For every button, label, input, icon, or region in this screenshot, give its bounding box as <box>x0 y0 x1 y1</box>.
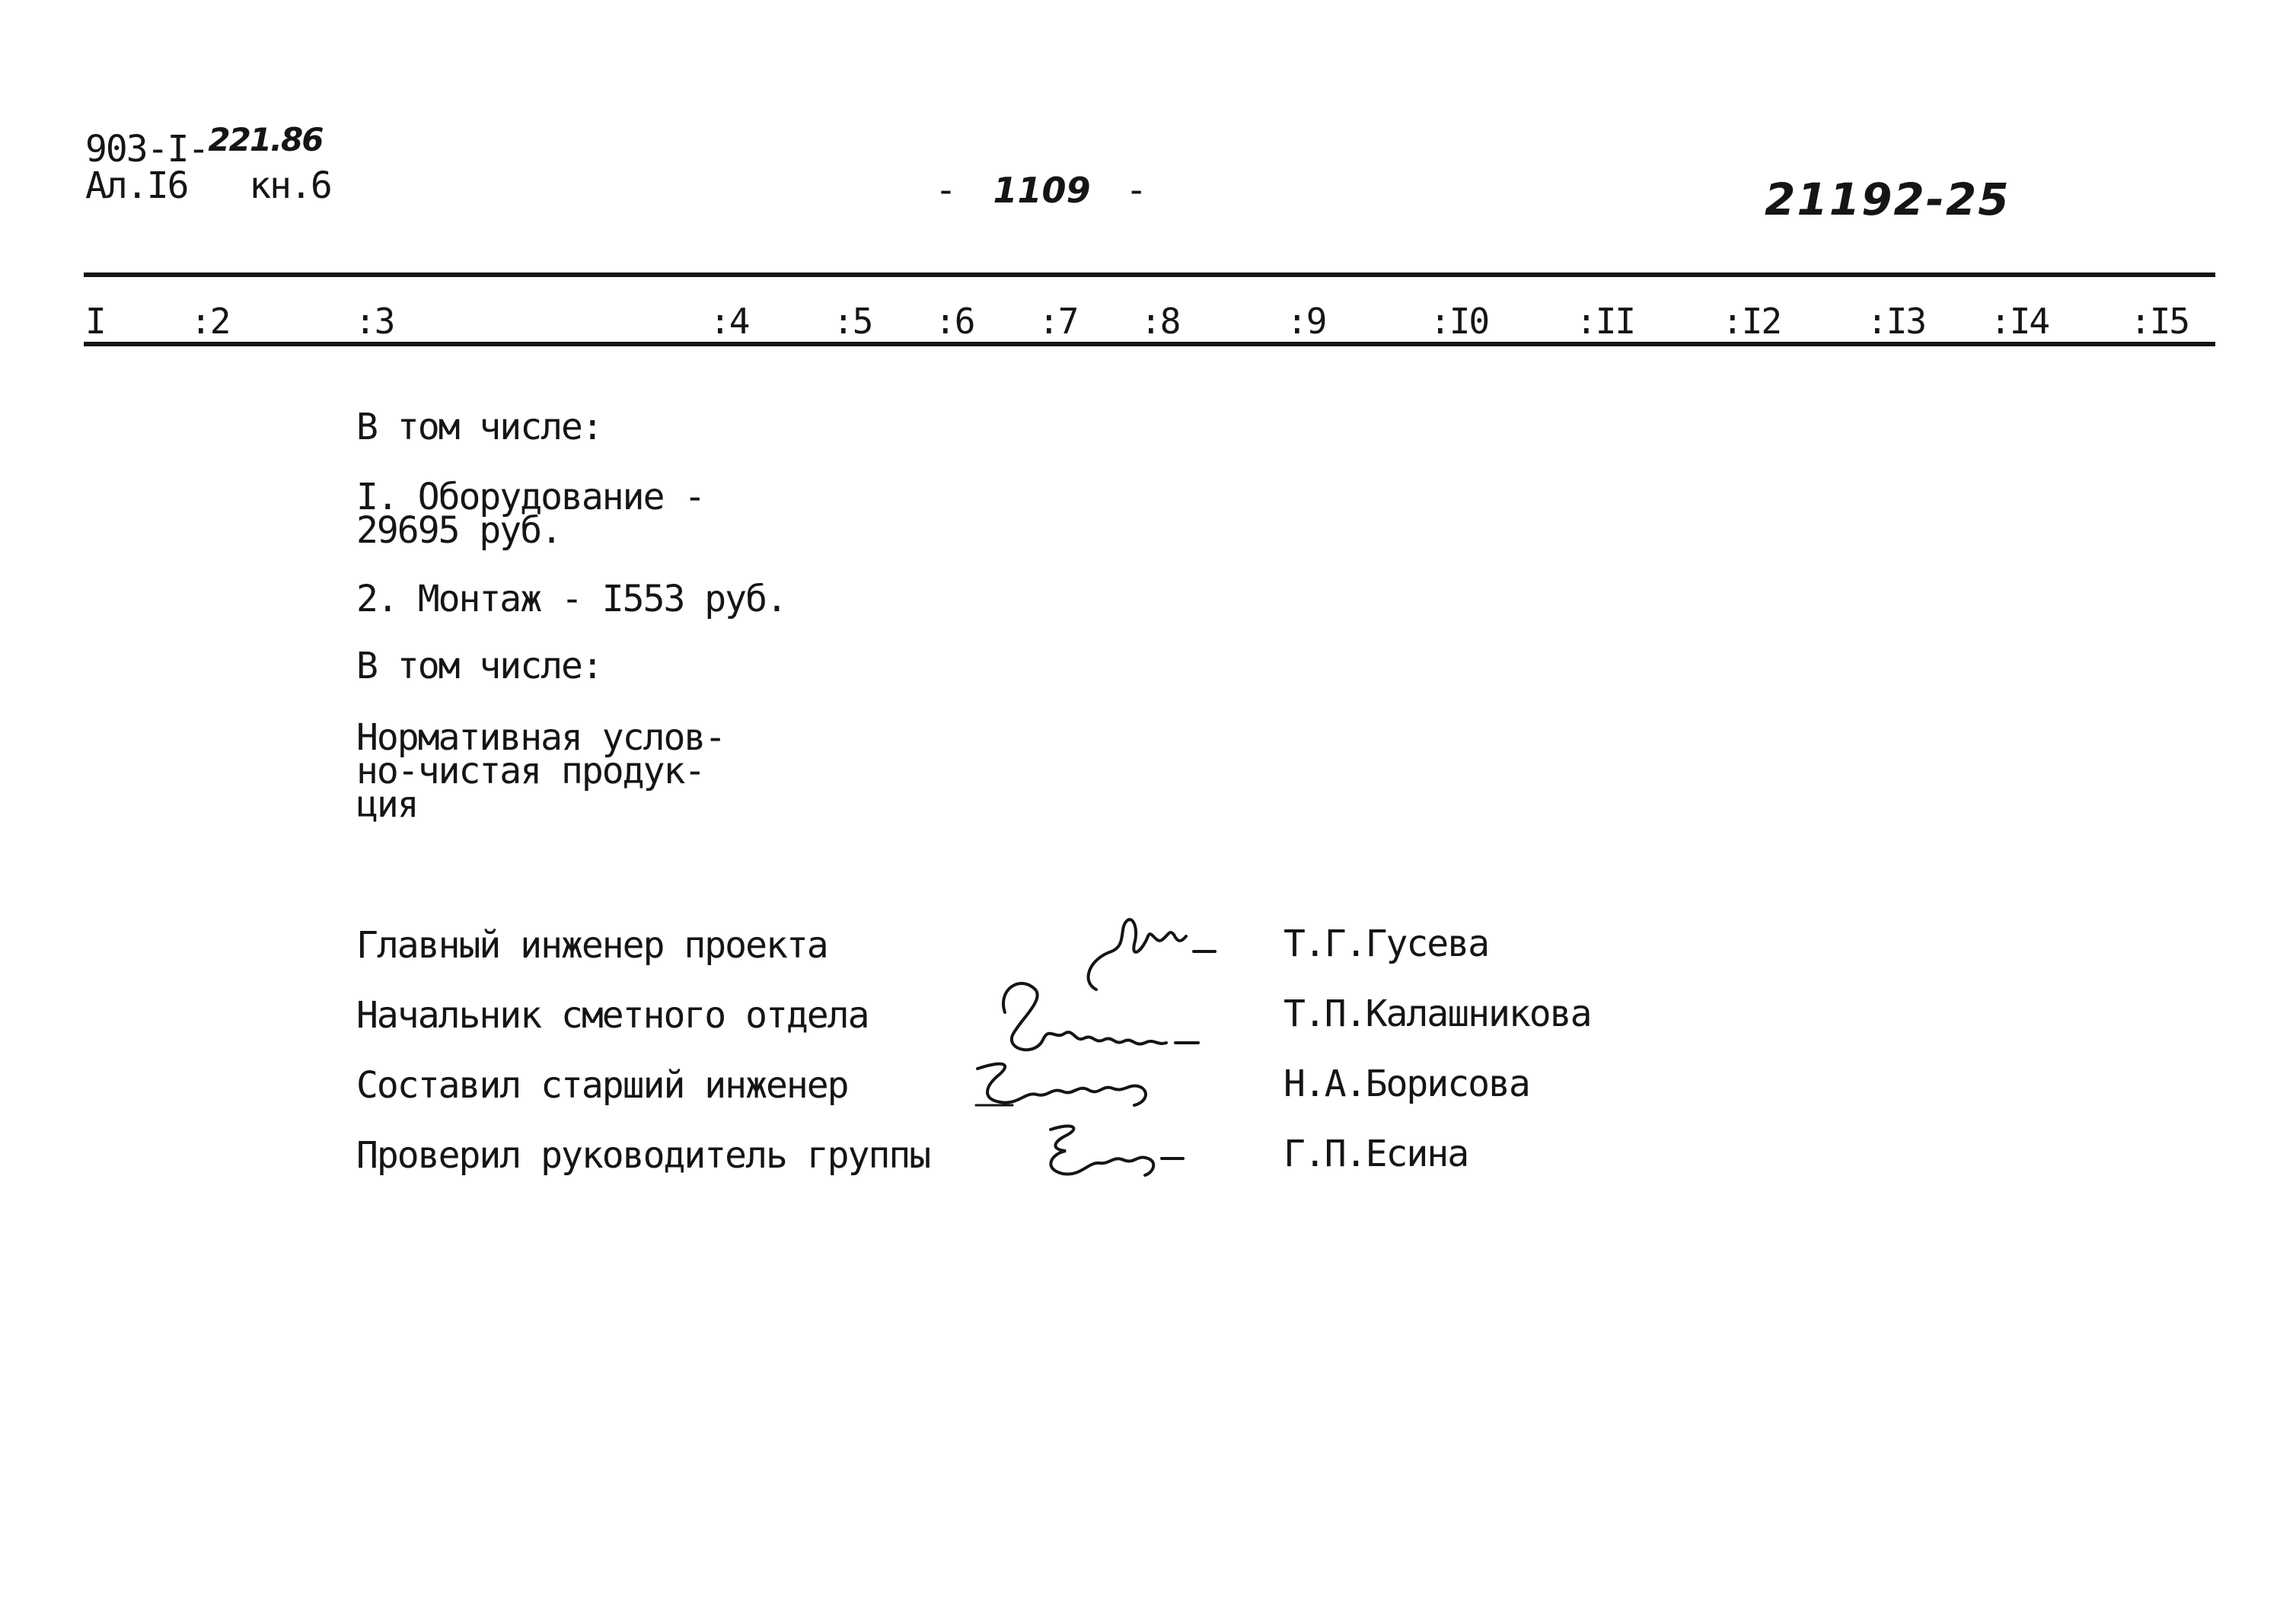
norm-product-line-2: но-чистая продук- <box>356 750 705 792</box>
equipment-line-1: I. Оборудование - <box>356 476 705 518</box>
equipment-line-2: 29695 руб. <box>356 509 561 552</box>
signature-esina <box>1020 1116 1203 1184</box>
column-number: :I4 <box>1990 301 2049 342</box>
doc-code-handwritten: 221.86 <box>208 121 323 158</box>
column-number: :7 <box>1038 301 1078 342</box>
column-number: :I0 <box>1430 301 1489 342</box>
column-number: :I2 <box>1722 301 1781 342</box>
column-number: :4 <box>710 301 749 342</box>
column-number: :3 <box>355 301 394 342</box>
signature-name: Г.П.Есина <box>1284 1133 1468 1175</box>
signature-name: Т.Г.Гусева <box>1284 923 1488 965</box>
column-number: :2 <box>190 301 230 342</box>
page-number: 1109 <box>993 170 1091 211</box>
column-number: :5 <box>833 301 872 342</box>
signature-role: Составил старший инженер <box>356 1064 848 1107</box>
column-number: :I3 <box>1867 301 1926 342</box>
page-number-block <box>935 169 1146 212</box>
norm-product-line-1: Нормативная услов- <box>356 716 725 759</box>
signature-role: Главный инженер проекта <box>356 924 828 967</box>
column-number: :6 <box>935 301 974 342</box>
in-total-label: В том числе: <box>356 406 602 448</box>
header-rule-bottom <box>84 342 2215 346</box>
album-line: Ал.I6 кн.6 <box>85 164 331 207</box>
signature-name: Т.П.Калашникова <box>1284 993 1591 1035</box>
signature-name: Н.А.Борисова <box>1284 1063 1529 1105</box>
column-number: :9 <box>1287 301 1326 342</box>
signature-role: Проверил руководитель группы <box>356 1134 930 1177</box>
column-number: I <box>85 301 105 342</box>
signature-role: Начальник сметного отдела <box>356 994 869 1037</box>
doc-code-prefix: 903-I- <box>85 128 209 171</box>
column-number: :I5 <box>2130 301 2189 342</box>
page-dash-right: - <box>1125 169 1146 212</box>
signature-borisova <box>967 1049 1195 1117</box>
page-dash-left: - <box>935 169 955 212</box>
norm-product-line-3: ция <box>356 783 418 826</box>
inventory-number: 21192-25 <box>1765 174 2011 225</box>
installation-line: 2. Монтаж - I553 руб. <box>356 578 786 620</box>
column-number: :II <box>1576 301 1635 342</box>
in-total-label-2: В том числе: <box>356 645 602 687</box>
column-number: :8 <box>1140 301 1180 342</box>
header-rule-top <box>84 272 2215 277</box>
